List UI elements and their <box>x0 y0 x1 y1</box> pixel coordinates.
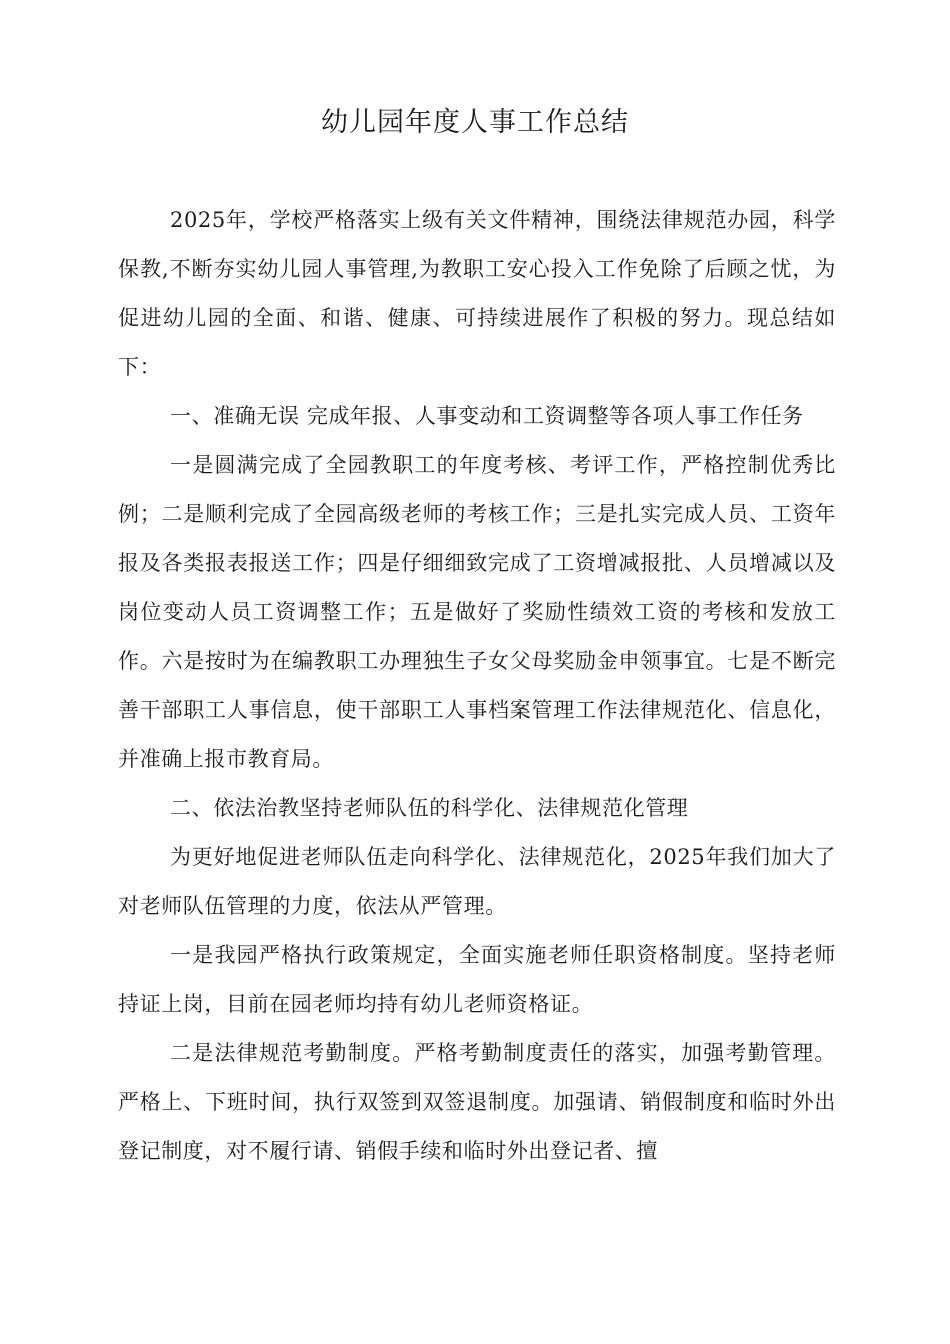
paragraph-section-2: 为更好地促进老师队伍走向科学化、法律规范化，2025年我们加大了对老师队伍管理的力度，依法从严管理。 <box>118 845 836 918</box>
paragraph-item-2: 二是法律规范考勤制度。严格考勤制度责任的落实，加强考勤管理。严格上、下班时间，执行双签到双签退制度。加强请、销假制度和临时外出登记制度，对不履行请、销假手续和临时外出登记者、擅 <box>118 1041 836 1163</box>
section-heading-2: 二、依法治教坚持老师队伍的科学化、法律规范化管理 <box>170 796 689 820</box>
paragraph-item-1: 一是我园严格执行政策规定，全面实施老师任职资格制度。坚持老师持证上岗，目前在园老师均持有幼儿老师资格证。 <box>118 943 836 1016</box>
paragraph-section-1: 一是圆满完成了全园教职工的年度考核、考评工作，严格控制优秀比例；二是顺利完成了全园高级老师的考核工作；三是扎实完成人员、工资年报及各类报表报送工作；四是仔细细致完成了工资增减报批、人员增减以及岗位变动人员工资调整工作；五是做好了奖励性绩效工资的考核和发放工作。六是按时为在编教职工办理独生子女父母奖励金申领事宜。七是不断完善干部职工人事信息，使干部职工人事档案管理工作法律规范化、信息化，并准确上报市教育局。 <box>118 453 836 771</box>
document-title: 幼儿园年度人事工作总结 <box>321 107 629 138</box>
paragraph-intro: 2025年，学校严格落实上级有关文件精神，围绕法律规范办园，科学保教,不断夯实幼儿园人事管理,为教职工安心投入工作免除了后顾之忧，为促进幼儿园的全面、和谐、健康、可持续进展作了积极的努力。现总结如下： <box>118 208 836 379</box>
document-body <box>118 196 836 1176</box>
section-heading-1: 一、准确无误 完成年报、人事变动和工资调整等各项人事工作任务 <box>170 404 804 428</box>
